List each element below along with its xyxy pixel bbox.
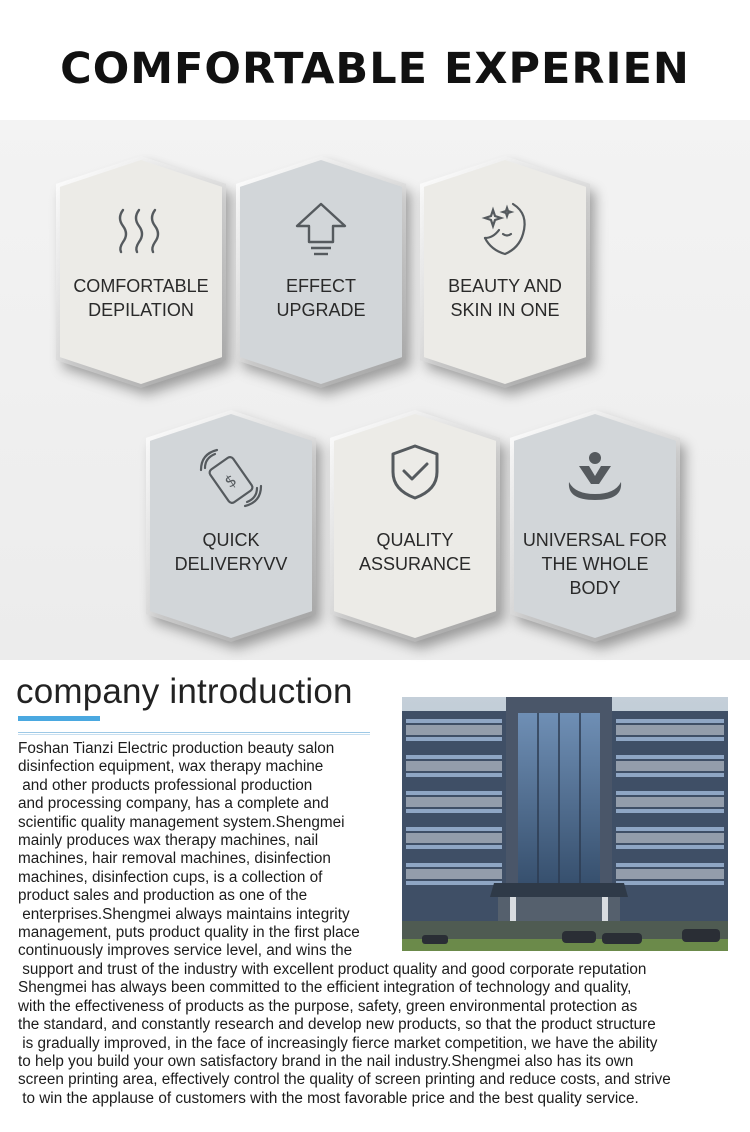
heading-accent-line [18,716,100,721]
features-section [0,120,750,660]
feature-card-effect-upgrade [236,156,406,388]
feature-card-quick-delivery [146,410,316,642]
feature-card-quality-assurance [330,410,500,642]
company-description: Foshan Tianzi Electric production beauty salon disinfection equipment, wax therapy machine and other products professional production and processing company, has a complete and scientific quality management system.Shengmei mainly produces wax therapy machines, nail machines, hair removal machines, disinfection machines, disinfection cups, is a collection of product sales and production as one of the enterprises.Shengmei always maintains integrity management, puts product quality in the first place continuously improves service level, and wins the support and trust of the industry with excellent product quality and good corporate reputation Shengmei has always been committed to the efficient integration of technology and quality, with the effectiveness of products as the purpose, safety, green environmental protection as the standard, and constantly research and develop new products, so that the product structure is gradually improved, in the face of increasingly fierce market competition, we have the ability to help you build your own satisfactory brand in the nail industry.Shengmei also has its own screen printing area, effectively control the quality of screen printing and reduce costs, and strive to win the applause of customers with the most favorable price and the best quality service. [18,740,671,1107]
feature-label: COMFORTABLE DEPILATION [73,276,209,320]
person-body-icon [563,446,627,510]
feature-label: UNIVERSAL FOR THE WHOLE BODY [522,530,668,598]
shield-check-icon [383,440,447,504]
heading-divider-shadow [18,734,370,735]
svg-text:$: $ [220,470,241,492]
page-title: COMFORTABLE EXPERIEN [60,44,690,94]
feature-label: QUALITY ASSURANCE [358,530,472,574]
feature-card-beauty-skin [420,156,590,388]
feature-label: EFFECT UPGRADE [276,276,366,320]
feature-card-comfortable-depilation [56,156,226,388]
phone-payment-icon [199,446,263,510]
feature-label: QUICK DELIVERYVV [174,530,288,574]
upgrade-arrow-icon [289,198,353,262]
face-sparkle-icon [473,198,537,262]
heat-waves-icon [109,198,173,262]
feature-label: BEAUTY AND SKIN IN ONE [448,276,562,320]
heading-divider [18,732,370,733]
company-heading: company introduction [16,672,353,711]
feature-card-universal-body [510,410,680,642]
